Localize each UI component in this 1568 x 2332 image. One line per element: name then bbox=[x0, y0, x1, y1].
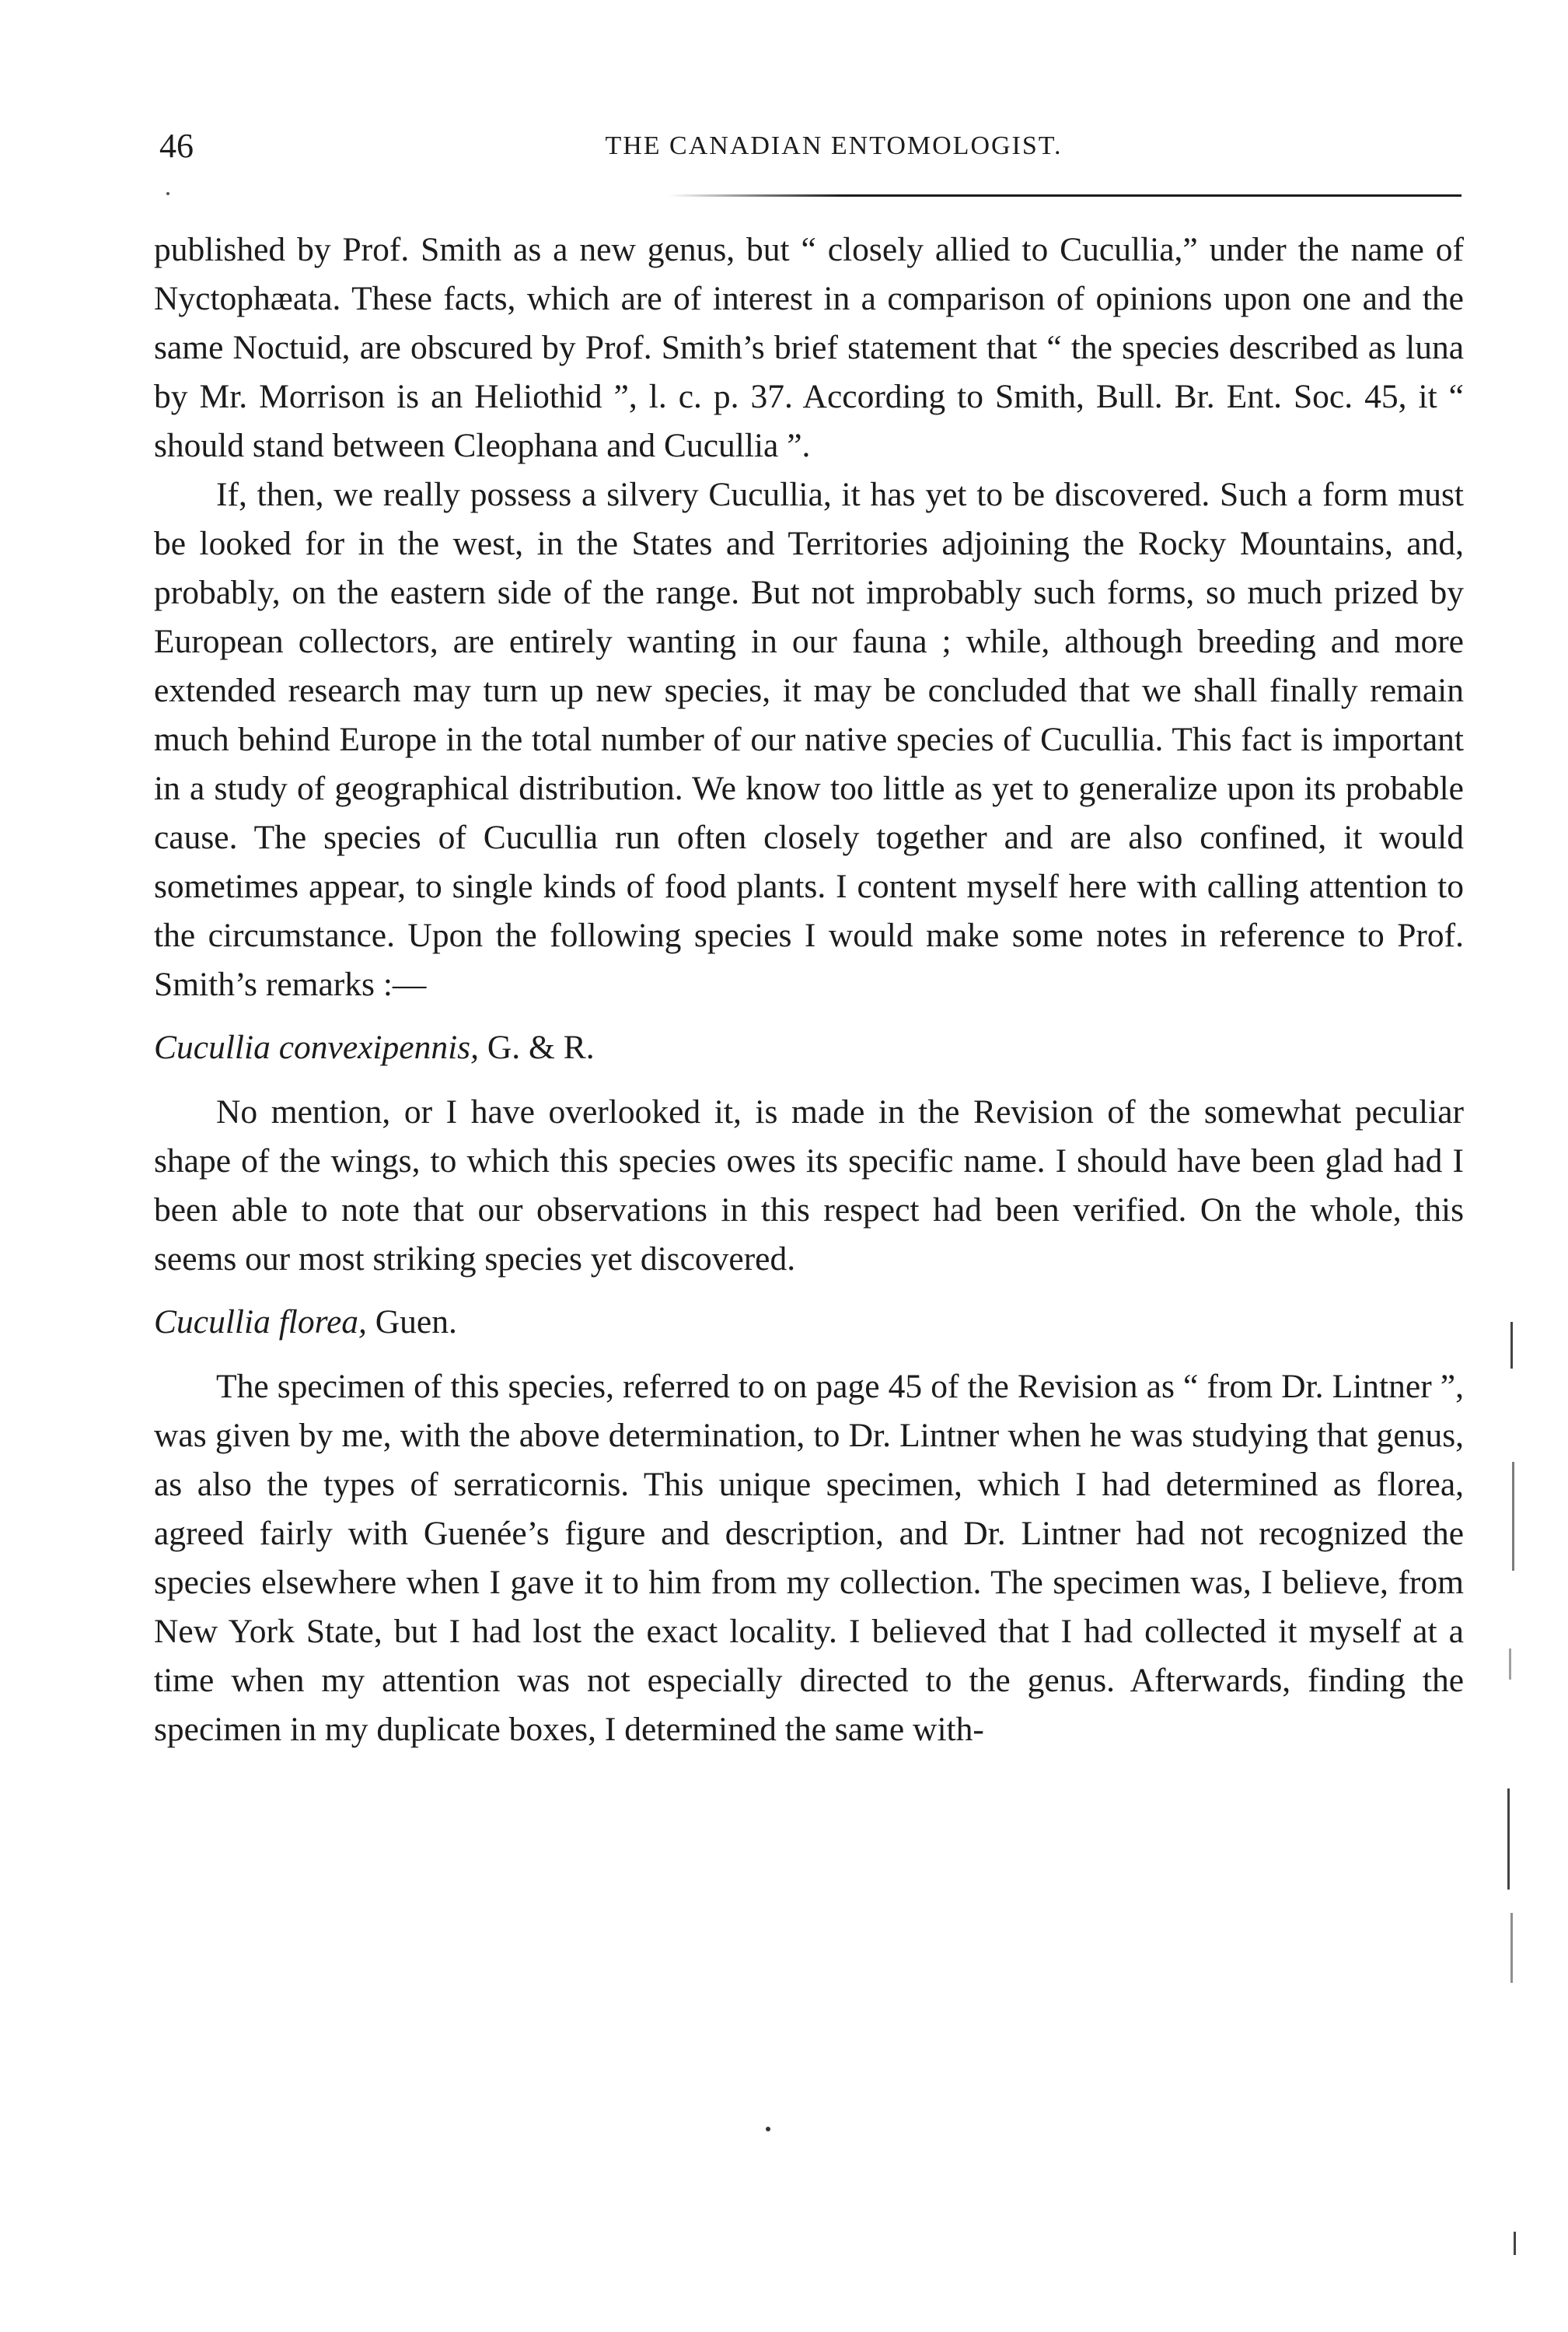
species-heading-florea bbox=[154, 1298, 1464, 1347]
paragraph-1: published by Prof. Smith as a new genus, but “ closely allied to Cucullia,” under the name of Nyctophæata. These facts, which are of interest in a comparison of opinions upon one and the same Noctuid, are obscured by Prof. Smith’s brief statement that “ the species described as luna by Mr. Morrison is an Heliothid ”, l. c. p. 37. According to Smith, Bull. Br. Ent. Soc. 45, it “ should stand between Cleophana and Cucullia ”. bbox=[154, 231, 1464, 464]
page-number: 46 bbox=[159, 127, 194, 165]
paragraph-4: The specimen of this species, referred to on page 45 of the Revision as “ from Dr. Lintner ”, was given by me, with the above determination, to Dr. Lintner when he was studying that genus, as also the types of serraticornis. This unique specimen, which I had determined as florea, agreed fairly with Guenée’s figure and description, and Dr. Lintner had not recognized the species elsewhere when I gave it to him from my collection. The specimen was, I believe, from New York State, but I had lost the exact locality. I believed that I had collected it myself at a time when my attention was not especially directed to the genus. Afterwards, finding the specimen in my duplicate boxes, I determined the same with- bbox=[154, 1368, 1464, 1748]
species-author: G. & R. bbox=[487, 1029, 595, 1066]
species-author: Guen. bbox=[375, 1303, 457, 1341]
stray-mark bbox=[166, 192, 169, 195]
page-header bbox=[159, 123, 1461, 170]
species-heading-convexipennis bbox=[154, 1023, 1464, 1072]
running-head: THE CANADIAN ENTOMOLOGIST. bbox=[605, 131, 1063, 160]
species-name: Cucullia florea, bbox=[154, 1303, 367, 1341]
article-body bbox=[154, 226, 1464, 1754]
header-rule bbox=[669, 194, 1461, 197]
species-name: Cucullia convexipennis, bbox=[154, 1029, 479, 1066]
paragraph-3: No mention, or I have overlooked it, is made in the Revision of the somewhat peculiar shape of the wings, to which this species owes its specific name. I should have been glad had I been able to note that our observations in this respect had been verified. On the whole, this seems our most striking species yet discovered. bbox=[154, 1093, 1464, 1278]
footer-mark bbox=[766, 2127, 770, 2131]
margin-scan-artifacts bbox=[1504, 1322, 1528, 2255]
paragraph-2: If, then, we really possess a silvery Cucullia, it has yet to be discovered. Such a form must be looked for in the west, in the States and Territories adjoining the Rocky Mountains, and, probably, on the eastern side of the range. But not improbably such forms, so much prized by European collectors, are entirely wanting in our fauna ; while, although breeding and more extended research may turn up new species, it may be concluded that we shall finally remain much behind Europe in the total number of our native species of Cucullia. This fact is important in a study of geographical distribution. We know too little as yet to generalize upon its probable cause. The species of Cucullia run often closely together and are also confined, it would sometimes appear, to single kinds of food plants. I content myself here with calling attention to the circumstance. Upon the following species I would make some notes in reference to Prof. Smith’s remarks :— bbox=[154, 476, 1464, 1003]
